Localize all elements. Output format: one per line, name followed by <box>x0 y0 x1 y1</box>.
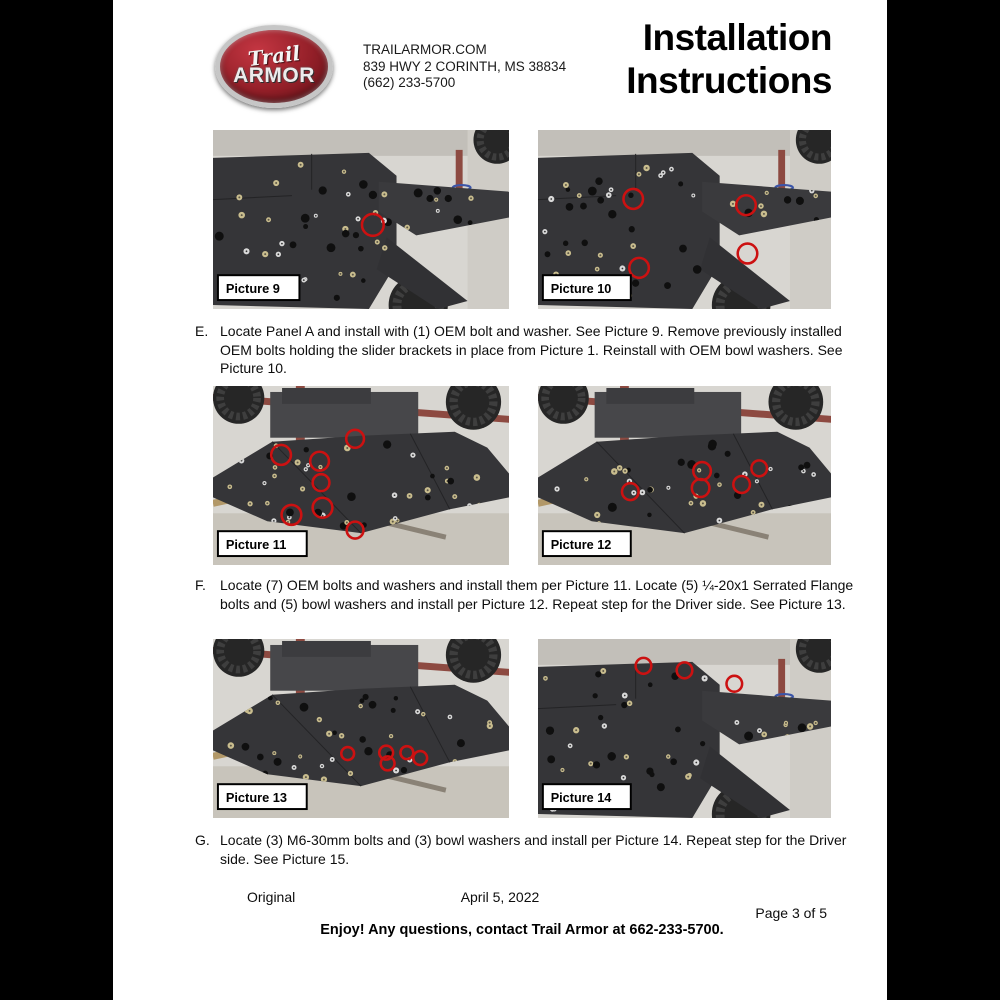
picture-14-illustration <box>538 639 831 818</box>
instruction-step-f <box>195 576 867 613</box>
picture-11-photo <box>213 386 509 565</box>
company-website: TRAILARMOR.COM <box>363 42 487 57</box>
company-address: 839 HWY 2 CORINTH, MS 38834 <box>363 58 567 74</box>
footer-date: April 5, 2022 <box>460 889 540 905</box>
step-text: Locate Panel A and install with (1) OEM bolt and washer. See Picture 9. Remove previously installed OEM bolts holding the slider brackets in place from Picture 1. Reinstall with OEM bowl washers. See Picture 10. <box>220 323 843 376</box>
trail-armor-logo <box>215 25 333 108</box>
picture-label: Picture 14 <box>550 789 612 806</box>
instruction-step-e <box>195 322 867 378</box>
logo-oval-badge <box>215 25 333 108</box>
step-letter: G. <box>195 832 210 848</box>
picture-12-illustration <box>538 386 831 565</box>
title-line-2: Instructions <box>626 60 832 101</box>
document-page <box>113 0 887 1000</box>
step-text: Locate (3) M6-30mm bolts and (3) bowl washers and install per Picture 14. Repeat step for the Driver side. See Picture 15. <box>220 832 847 867</box>
footer-contact-line: Enjoy! Any questions, contact Trail Armor at 662-233-5700. <box>320 922 724 938</box>
picture-10-illustration <box>538 130 831 309</box>
picture-9-photo <box>213 130 509 309</box>
footer-version: Original <box>247 889 296 905</box>
logo-script-text: Trail <box>246 40 302 72</box>
picture-11-illustration <box>213 386 509 565</box>
picture-13-photo <box>213 639 509 818</box>
title-line-1: Installation <box>642 17 832 58</box>
picture-9-illustration <box>213 130 509 309</box>
picture-label: Picture 12 <box>550 536 612 553</box>
instruction-step-g <box>195 831 867 868</box>
picture-label: Picture 13 <box>225 790 288 806</box>
picture-label: Picture 10 <box>550 280 612 297</box>
picture-12-photo <box>538 386 831 565</box>
page-title <box>626 16 832 102</box>
picture-10-photo <box>538 130 831 309</box>
picture-label: Picture 11 <box>225 537 287 553</box>
footer-row <box>113 889 887 921</box>
footer-page-number: Page 3 of 5 <box>755 905 827 921</box>
picture-14-photo <box>538 639 831 818</box>
picture-label: Picture 9 <box>225 281 280 297</box>
picture-13-illustration <box>213 639 509 818</box>
logo-armor-text: ARMOR <box>233 64 315 87</box>
step-letter: F. <box>195 577 206 593</box>
company-contact-block <box>363 42 566 92</box>
step-text: Locate (7) OEM bolts and washers and install them per Picture 11. Locate (5) ¼-20x1 Serrated Flange bolts and (5) bowl washers and install per Picture 12. Repeat step for the Driver side. See Picture 13. <box>220 577 854 612</box>
company-phone: (662) 233-5700 <box>363 75 456 90</box>
step-letter: E. <box>195 323 209 339</box>
